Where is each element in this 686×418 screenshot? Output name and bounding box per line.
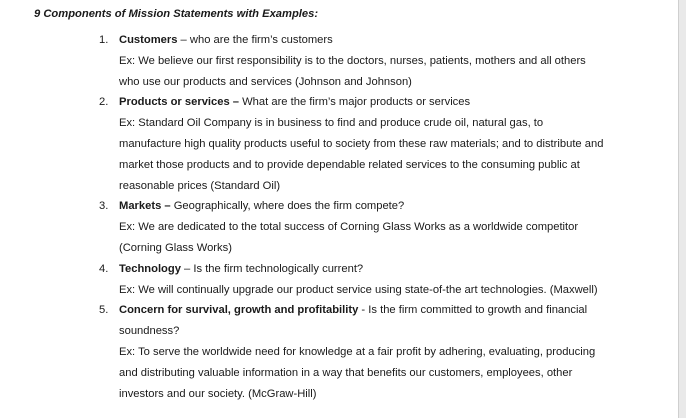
example-line: manufacture high quality products useful to society from these raw materials; and to distribute and bbox=[119, 137, 604, 150]
example-line: (Corning Glass Works) bbox=[119, 241, 232, 254]
item-header bbox=[119, 300, 678, 321]
components-list bbox=[0, 30, 678, 404]
item-title: Concern for survival, growth and profitability bbox=[119, 304, 359, 317]
page-edge-scrollbar bbox=[678, 0, 686, 418]
example-line: and distributing valuable information in a way that benefits our customers, employees, other bbox=[119, 366, 573, 379]
item-header bbox=[119, 92, 678, 113]
list-item-concern-for-survival bbox=[0, 300, 678, 404]
item-header bbox=[119, 30, 678, 51]
item-question: What are the firm’s major products or services bbox=[239, 96, 471, 109]
item-header bbox=[119, 259, 678, 280]
item-title: Products or services – bbox=[119, 96, 240, 109]
item-question-continued: soundness? bbox=[119, 325, 180, 338]
example-line: Ex: We believe our first responsibility is to the doctors, nurses, patients, mothers and all others bbox=[119, 54, 586, 67]
item-question: - Is the firm committed to growth and financial bbox=[358, 304, 588, 317]
list-item-technology bbox=[0, 259, 678, 301]
example-line: market those products and to provide dependable related services to the consuming public at bbox=[119, 158, 580, 171]
item-question: – Is the firm technologically current? bbox=[180, 262, 364, 275]
list-item-products-or-services bbox=[0, 92, 678, 196]
example-line: investors and our society. (McGraw-Hill) bbox=[119, 387, 317, 400]
item-number: 3. bbox=[99, 200, 109, 213]
document-heading: 9 Components of Mission Statements with Examples: bbox=[34, 8, 319, 20]
item-number: 1. bbox=[99, 34, 109, 46]
item-question: Geographically, where does the firm compete? bbox=[170, 200, 405, 213]
item-header bbox=[119, 196, 678, 217]
item-number: 5. bbox=[99, 304, 109, 317]
example-line: reasonable prices (Standard Oil) bbox=[119, 179, 281, 192]
list-item-customers bbox=[0, 30, 678, 92]
item-number: 2. bbox=[99, 96, 109, 109]
example-line: Ex: Standard Oil Company is in business to find and produce crude oil, natural gas, to bbox=[119, 117, 544, 130]
list-item-markets bbox=[0, 196, 678, 258]
item-title: Markets – bbox=[119, 200, 171, 213]
example-line: Ex: We will continually upgrade our product service using state-of-the art technologies. (Maxwell) bbox=[119, 283, 598, 296]
example-line: Ex: We are dedicated to the total success of Corning Glass Works as a worldwide competitor bbox=[119, 221, 579, 234]
example-line: Ex: To serve the worldwide need for knowledge at a fair profit by adhering, evaluating, producing bbox=[119, 345, 596, 358]
item-title: Customers bbox=[119, 34, 178, 46]
item-title: Technology bbox=[119, 262, 181, 275]
item-number: 4. bbox=[99, 262, 109, 275]
item-question: – who are the firm’s customers bbox=[177, 34, 333, 46]
example-line: who use our products and services (Johnson and Johnson) bbox=[119, 75, 412, 88]
